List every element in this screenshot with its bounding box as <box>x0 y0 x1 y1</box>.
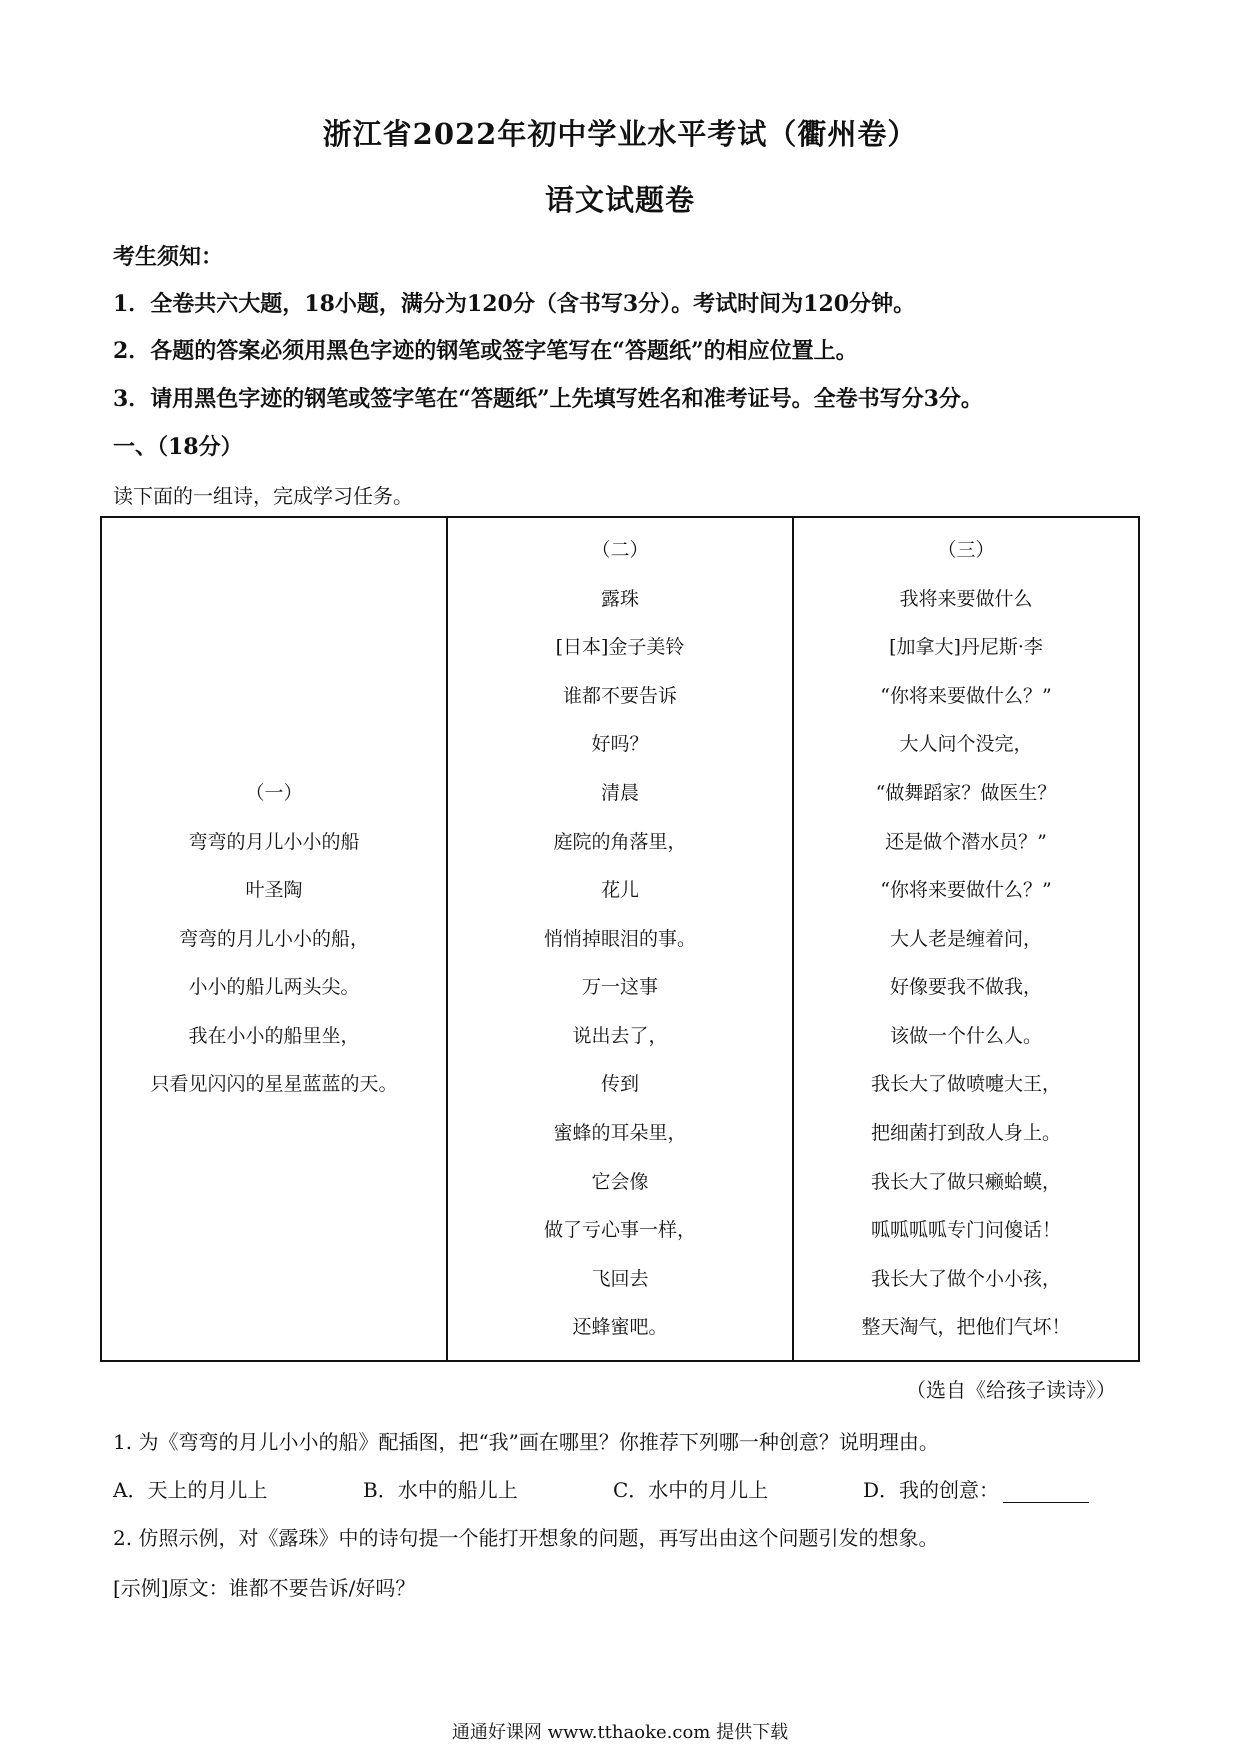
section-heading: 一、（18分） <box>113 434 243 460</box>
poem-line: 我在小小的船里坐， <box>188 1024 360 1047</box>
poem-line: 蜜蜂的耳朵里， <box>553 1122 687 1145</box>
poem-line: 小小的船儿两头尖。 <box>188 976 360 999</box>
poem-line: 大人老是缠着问， <box>889 927 1042 950</box>
poem-line: 我长大了做个小小孩， <box>870 1267 1061 1290</box>
poem-line: 我长大了做只癞蛤蟆， <box>870 1170 1061 1193</box>
question-2: 2. 仿照示例，对《露珠》中的诗句提一个能打开想象的问题，再写出由这个问题引发的想象。 <box>113 1526 939 1550</box>
notice-heading: 考生须知： <box>113 244 224 270</box>
question-1-options <box>113 1474 1133 1504</box>
poem-line: 万一这事 <box>581 976 658 999</box>
exam-subtitle: 语文试题卷 <box>544 183 695 217</box>
poem-line: 弯弯的月儿小小的船 <box>188 830 360 853</box>
poem-line: 把细菌打到敌人身上。 <box>870 1122 1061 1145</box>
poem-line: 该做一个什么人。 <box>889 1024 1042 1047</box>
poem-line: 说出去了， <box>572 1024 668 1047</box>
poem-3 <box>794 518 1138 1360</box>
poem-2 <box>448 518 792 1360</box>
question-1: 1. 为《弯弯的月儿小小的船》配插图，把“我”画在哪里？你推荐下列哪一种创意？说明理由。 <box>113 1430 939 1454</box>
poem-line: “你将来要做什么？” <box>880 879 1052 902</box>
notice-item-3: 3．请用黑色字迹的钢笔或签字笔在“答题纸”上先填写姓名和准考证号。全卷书写分3分。 <box>113 386 983 412</box>
poem-line: 还蜂蜜吧。 <box>572 1316 668 1339</box>
footer-watermark: 通通好课网 www.tthaoke.com 提供下载 <box>451 1722 789 1743</box>
notice-item-1: 1．全卷共六大题，18小题，满分为120分（含书写3分）。考试时间为120分钟。 <box>113 291 916 317</box>
poem-line: 呱呱呱呱专门问傻话！ <box>870 1219 1061 1242</box>
poem-line: 传到 <box>600 1073 639 1096</box>
poem-1 <box>102 518 446 1360</box>
poem-line: 谁都不要告诉 <box>562 684 677 707</box>
poem-line: 悄悄掉眼泪的事。 <box>543 927 696 950</box>
poem-line: 还是做个潜水员？” <box>885 830 1047 853</box>
poem-line: 清晨 <box>600 781 639 804</box>
poem-line: [日本]金子美铃 <box>555 636 685 659</box>
notice-item-2: 2．各题的答案必须用黑色字迹的钢笔或签字笔写在“答题纸”的相应位置上。 <box>113 338 858 364</box>
poem-line: （二） <box>591 538 649 561</box>
poem-line: “做舞蹈家？做医生？ <box>875 781 1057 804</box>
section-intro: 读下面的一组诗，完成学习任务。 <box>113 484 413 508</box>
option-a: A．天上的月儿上 <box>113 1478 268 1502</box>
option-b: B．水中的船儿上 <box>363 1478 518 1502</box>
poem-cell-3 <box>793 517 1139 1361</box>
poem-line: 我长大了做喷嚏大王， <box>870 1073 1061 1096</box>
poem-cell-2 <box>447 517 793 1361</box>
poem-line: 庭院的角落里， <box>553 830 687 853</box>
poem-line: 好像要我不做我， <box>889 976 1042 999</box>
poems-table <box>100 516 1140 1362</box>
poem-line: 好吗？ <box>591 733 649 756</box>
poem-line: [加拿大]丹尼斯·李 <box>889 636 1043 659</box>
exam-title: 浙江省2022年初中学业水平考试（衢州卷） <box>322 117 918 151</box>
poem-line: 整天淘气，把他们气坏！ <box>861 1316 1071 1339</box>
poem-line: 做了亏心事一样， <box>543 1219 696 1242</box>
poem-line: 它会像 <box>591 1170 649 1193</box>
poem-line: 弯弯的月儿小小的船， <box>178 927 369 950</box>
source-note: （选自《给孩子读诗》） <box>906 1378 1116 1402</box>
poem-line: （一） <box>245 781 303 804</box>
option-c: C．水中的月儿上 <box>613 1478 769 1502</box>
answer-blank[interactable] <box>1003 1480 1089 1503</box>
example-text: [示例]原文：谁都不要告诉/好吗？ <box>113 1576 416 1600</box>
poem-line: 我将来要做什么 <box>899 587 1033 610</box>
poem-cell-1 <box>101 517 447 1361</box>
poem-line: 叶圣陶 <box>245 879 303 902</box>
option-d: D．我的创意： <box>863 1478 1000 1502</box>
poem-line: 大人问个没完， <box>899 733 1033 756</box>
poem-line: 只看见闪闪的星星蓝蓝的天。 <box>150 1073 398 1096</box>
poem-line: 露珠 <box>600 587 639 610</box>
poem-line: 飞回去 <box>591 1267 649 1290</box>
poem-line: 花儿 <box>600 879 639 902</box>
poem-line: “你将来要做什么？” <box>880 684 1052 707</box>
poem-line: （三） <box>937 538 995 561</box>
option-d-wrapper <box>863 1474 1089 1503</box>
